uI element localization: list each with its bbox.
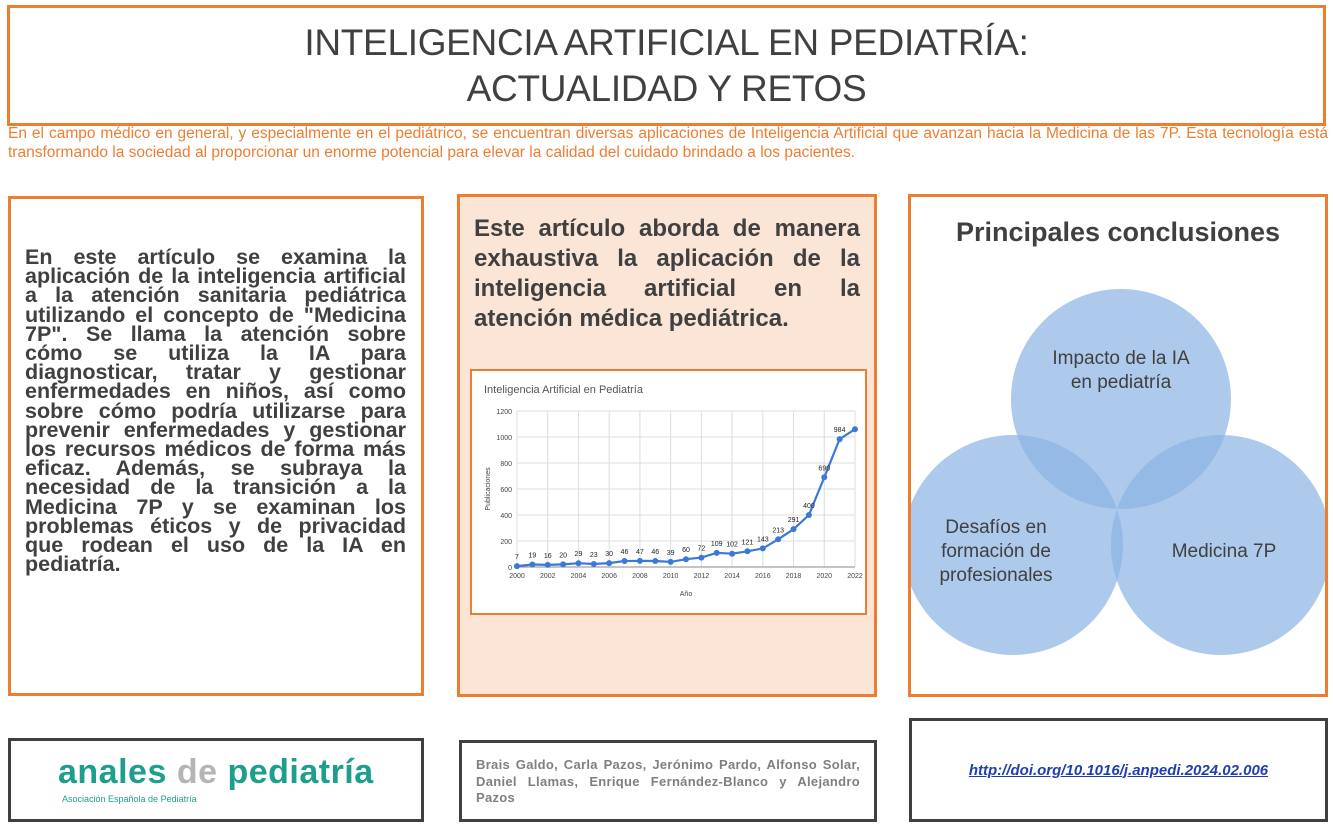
y-tick-label: 1200 xyxy=(496,409,512,416)
conclusions-heading: Principales conclusiones xyxy=(955,217,1281,247)
authors-list: Brais Galdo, Carla Pazos, Jerónimo Pardo, Alfonso Solar, Daniel Llamas, Enrique Fernández-Blanco y Alejandro Pazos xyxy=(476,757,860,805)
logo-word-anales: anales xyxy=(58,753,167,791)
data-label: 19 xyxy=(528,552,537,560)
data-point xyxy=(791,526,797,532)
venn-label-top-1: Impacto de la IA xyxy=(1052,348,1190,369)
poster-title-line-1: INTELIGENCIA ARTIFICIAL EN PEDIATRÍA: xyxy=(304,21,1029,63)
data-label: 400 xyxy=(803,503,815,510)
doi-box xyxy=(909,718,1328,822)
logo-word-pediatria: pediatría xyxy=(227,753,374,791)
data-label: 30 xyxy=(605,551,614,559)
data-label: 102 xyxy=(726,541,738,549)
data-label: 291 xyxy=(787,517,800,525)
data-point xyxy=(514,563,520,569)
x-tick-label: 2014 xyxy=(724,573,740,580)
logo-word-de: de xyxy=(176,753,218,791)
data-label: 47 xyxy=(636,548,644,556)
highlight-panel xyxy=(457,194,877,697)
data-label: 46 xyxy=(651,549,660,557)
x-axis-label: Año xyxy=(679,591,693,598)
y-axis-label: Publicaciones xyxy=(485,467,492,511)
data-point xyxy=(545,562,551,568)
summary-panel xyxy=(8,196,424,696)
data-point xyxy=(714,550,720,556)
series-line xyxy=(517,429,855,566)
data-point xyxy=(837,436,843,442)
data-label: 7 xyxy=(515,554,519,562)
data-label: 20 xyxy=(559,552,567,560)
chart-title: Inteligencia Artificial en Pediatría xyxy=(484,384,643,396)
x-tick-label: 2010 xyxy=(662,573,679,580)
data-point xyxy=(729,551,735,557)
x-tick-label: 2008 xyxy=(632,573,648,580)
journal-logo xyxy=(58,753,374,792)
journal-logo-box xyxy=(8,738,424,822)
data-point xyxy=(529,562,535,568)
data-label: 121 xyxy=(741,539,754,547)
data-label: 143 xyxy=(756,536,769,544)
data-label: 29 xyxy=(574,551,583,559)
conclusions-panel xyxy=(908,194,1328,697)
highlight-text: Este artículo aborda de manera exhaustiva la aplicación de la inteligencia artificial en la atención médica pediátrica. xyxy=(474,215,860,332)
data-point xyxy=(775,536,781,542)
data-label: 60 xyxy=(682,547,690,555)
doi-link[interactable]: http://doi.org/10.1016/j.anpedi.2024.02.006 xyxy=(968,761,1269,779)
data-point xyxy=(852,426,858,432)
x-tick-label: 2002 xyxy=(539,573,556,580)
data-point xyxy=(560,561,566,567)
y-tick-label: 600 xyxy=(500,487,512,494)
publications-chart-box xyxy=(470,369,867,615)
intro-paragraph: En el campo médico en general, y especialmente en el pediátrico, se encuentran diversas aplicaciones de Inteligencia Artificial que avanzan hacia la Medicina de las 7P. Esta tecnología está transformando la sociedad al proporcionar un enorme potencial para elevar la calidad del cuidado brindado a los pacientes. xyxy=(8,125,1328,161)
data-point xyxy=(622,558,628,564)
data-label: 109 xyxy=(710,540,723,548)
venn-label-top-2: en pediatría xyxy=(1070,372,1172,393)
y-tick-label: 400 xyxy=(500,513,512,520)
logo-subtitle: Asociación Española de Pediatría xyxy=(62,794,197,804)
data-label: 16 xyxy=(543,552,552,560)
x-tick-label: 2020 xyxy=(816,573,833,580)
y-tick-label: 1000 xyxy=(496,435,512,442)
x-tick-label: 2012 xyxy=(693,573,710,580)
title-box xyxy=(7,5,1326,126)
data-point xyxy=(606,560,612,566)
y-tick-label: 200 xyxy=(500,539,512,546)
x-tick-label: 2006 xyxy=(601,573,617,580)
summary-text: En este artículo se examina la aplicación de la inteligencia artificial a la atención sanitaria pediátrica utilizando el concepto de "Medicina 7P". Se llama la atención sobre cómo se utiliza la IA para diagnosticar, tratar y gestionar enfermedades en niños, así como sobre cómo podría utilizarse para prevenir enfermedades y gestionar los recursos médicos de forma más eficaz. Además, se subraya la necesidad de la transición a la Medicina 7P y se examinan los problemas éticos y de privacidad que rodean el uso de la IA en pediatría. xyxy=(25,245,406,577)
x-tick-label: 2016 xyxy=(755,573,771,580)
data-label: 23 xyxy=(589,552,598,560)
venn-label-left-2: formación de xyxy=(941,541,1051,562)
y-tick-label: 0 xyxy=(508,565,512,572)
data-label: 213 xyxy=(772,527,785,535)
publications-chart xyxy=(472,371,865,613)
venn-label-right: Medicina 7P xyxy=(1171,541,1277,562)
data-label: 984 xyxy=(833,427,846,435)
data-point xyxy=(683,556,689,562)
data-point xyxy=(668,559,674,565)
data-point xyxy=(591,561,597,567)
data-point xyxy=(806,512,812,518)
venn-diagram xyxy=(911,197,1325,694)
venn-label-left-1: Desafíos en xyxy=(945,517,1047,538)
x-tick-label: 2018 xyxy=(785,573,802,580)
x-tick-label: 2022 xyxy=(847,573,863,580)
x-tick-label: 2000 xyxy=(509,573,525,580)
authors-box xyxy=(459,740,877,822)
data-point xyxy=(575,560,581,566)
data-label: 39 xyxy=(666,549,675,557)
venn-label-left-3: profesionales xyxy=(939,565,1053,586)
poster-title-line-2: ACTUALIDAD Y RETOS xyxy=(466,67,867,109)
x-tick-label: 2004 xyxy=(570,573,587,580)
data-point xyxy=(698,555,704,561)
y-tick-label: 800 xyxy=(500,461,512,468)
data-label: 72 xyxy=(697,545,706,553)
data-label: 46 xyxy=(620,549,629,557)
data-point xyxy=(760,545,766,551)
data-label: 690 xyxy=(818,465,831,473)
data-point xyxy=(637,558,643,564)
data-point xyxy=(821,474,827,480)
data-point xyxy=(744,548,750,554)
data-point xyxy=(652,558,658,564)
